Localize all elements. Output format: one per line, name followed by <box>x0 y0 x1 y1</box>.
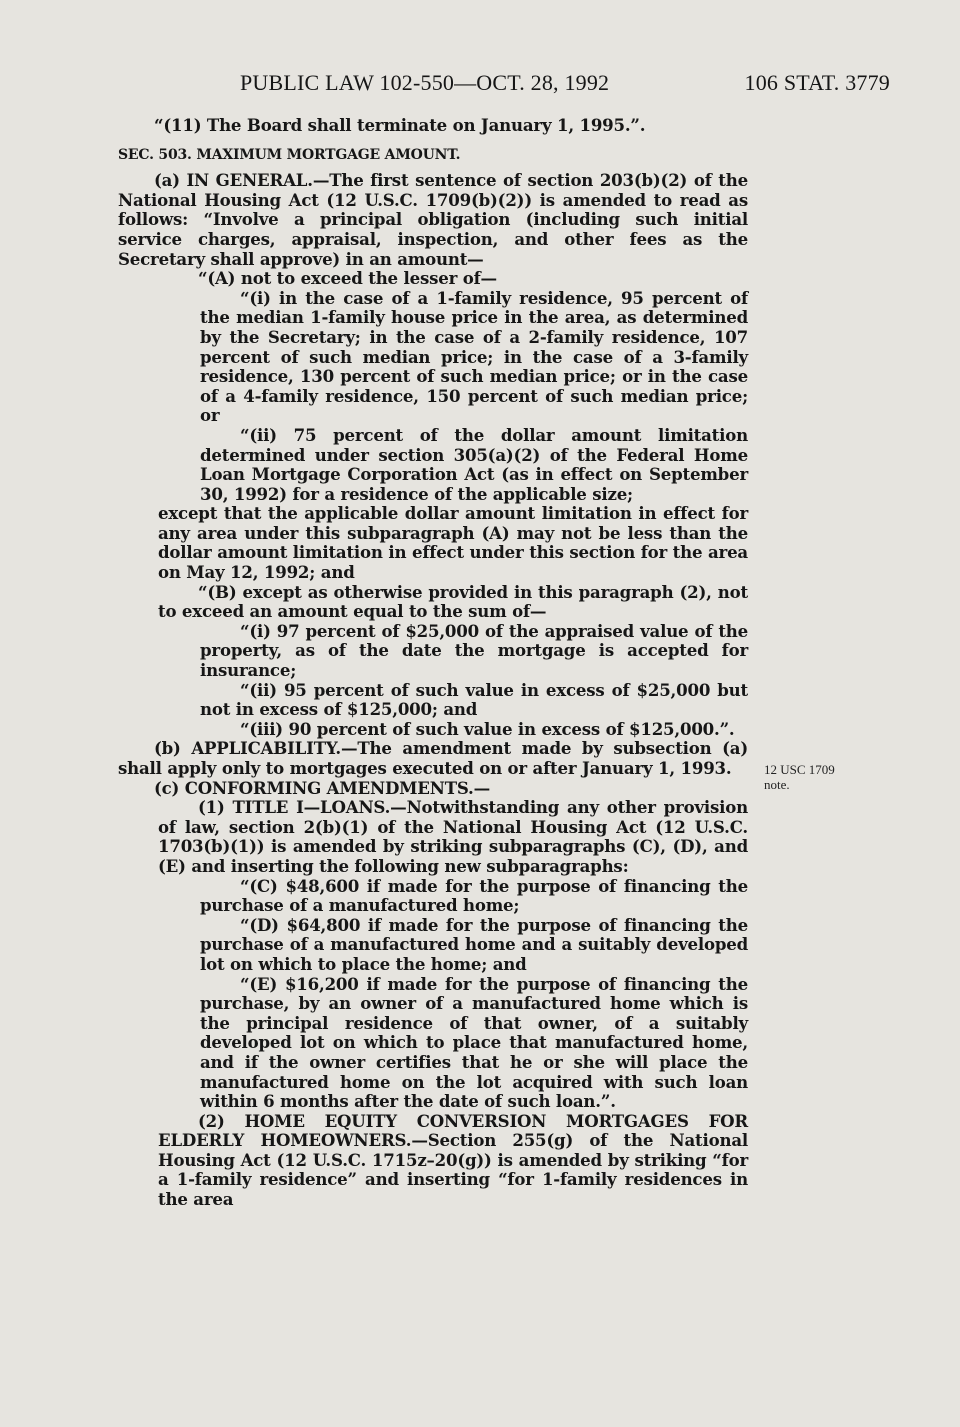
paragraph: “(C) $48,600 if made for the purpose of financing the purchase of a manufactured home; <box>200 875 748 916</box>
paragraph: (1) TITLE I—LOANS.—Notwithstanding any other provision of law, section 2(b)(1) of the National Housing Act (12 U.S.C. 1703(b)(1)) is amended by striking subparagraphs (C), (D), and (E) and inserting the following new subparagraphs: <box>158 797 748 876</box>
paragraph: (2) HOME EQUITY CONVERSION MORTGAGES FOR ELDERLY HOMEOWNERS.—Section 255(g) of the National Housing Act (12 U.S.C. 1715z–20(g)) is amended by striking “for a 1-family residence” and inserting “for 1-family residences in the area <box>158 1110 748 1210</box>
paragraph: “(ii) 75 percent of the dollar amount limitation determined under section 305(a)(2) of the Federal Home Loan Mortgage Corporation Act (as in effect on September 30, 1992) for a residence of the applicable size; <box>200 424 748 504</box>
paragraph: (a) IN GENERAL.—The first sentence of section 203(b)(2) of the National Housing Act (12 U.S.C. 1709(b)(2)) is amended to read as follows: “Involve a principal obligation (including such initial service charges, appraisal, inspection, and other fees as the Secretary shall approve) in an amount— <box>118 170 748 269</box>
paragraph: “(i) 97 percent of $25,000 of the appraised value of the property, as of the date the mortgage is accepted for insurance; <box>200 620 748 681</box>
paragraph: (b) APPLICABILITY.—The amendment made by subsection (a) shall apply only to mortgages executed on or after January 1, 1993. <box>118 738 748 778</box>
header-stat-page: 106 STAT. 3779 <box>744 70 890 95</box>
paragraph: “(D) $64,800 if made for the purpose of financing the purchase of a manufactured home and a suitably developed lot on which to place the home; and <box>200 914 748 974</box>
paragraph: “(11) The Board shall terminate on January 1, 1995.”. <box>154 115 646 135</box>
paragraph: “(i) in the case of a 1-family residence, 95 percent of the median 1-family house price in the area, as determined by the Secretary; in the case of a 2-family residence, 107 percent of such median price; in the case of a 3-family residence, 130 percent of such median price; or in the case of a 4-family residence, 150 percent of such median price; or <box>200 287 748 426</box>
running-header <box>240 70 890 96</box>
paragraph: “(E) $16,200 if made for the purpose of financing the purchase, by an owner of a manufactured home which is the principal residence of that owner, of a suitably developed lot on which to place that manufactured home, and if the owner certifies that he or she will place the manufactured home on the lot acquired with such loan within 6 months after the date of such loan.”. <box>200 973 748 1112</box>
section-heading: SEC. 503. MAXIMUM MORTGAGE AMOUNT. <box>118 146 461 163</box>
paragraph: “(iii) 90 percent of such value in excess of $125,000.”. <box>240 718 735 739</box>
paragraph: “(ii) 95 percent of such value in excess of $25,000 but not in excess of $125,000; and <box>200 679 748 720</box>
statute-body <box>118 116 748 1210</box>
paragraph: except that the applicable dollar amount limitation in effect for any area under this subparagraph (A) may not be less than the dollar amount limitation in effect under this section for the area on May 12, 1992; and <box>158 503 748 583</box>
header-title: PUBLIC LAW 102-550—OCT. 28, 1992 <box>240 70 610 95</box>
margin-note: 12 USC 1709 note. <box>764 762 835 792</box>
paragraph: (c) CONFORMING AMENDMENTS.— <box>154 777 491 798</box>
paragraph: “(B) except as otherwise provided in this paragraph (2), not to exceed an amount equal to the sum of— <box>158 581 748 622</box>
paragraph: “(A) not to exceed the lesser of— <box>198 268 497 289</box>
